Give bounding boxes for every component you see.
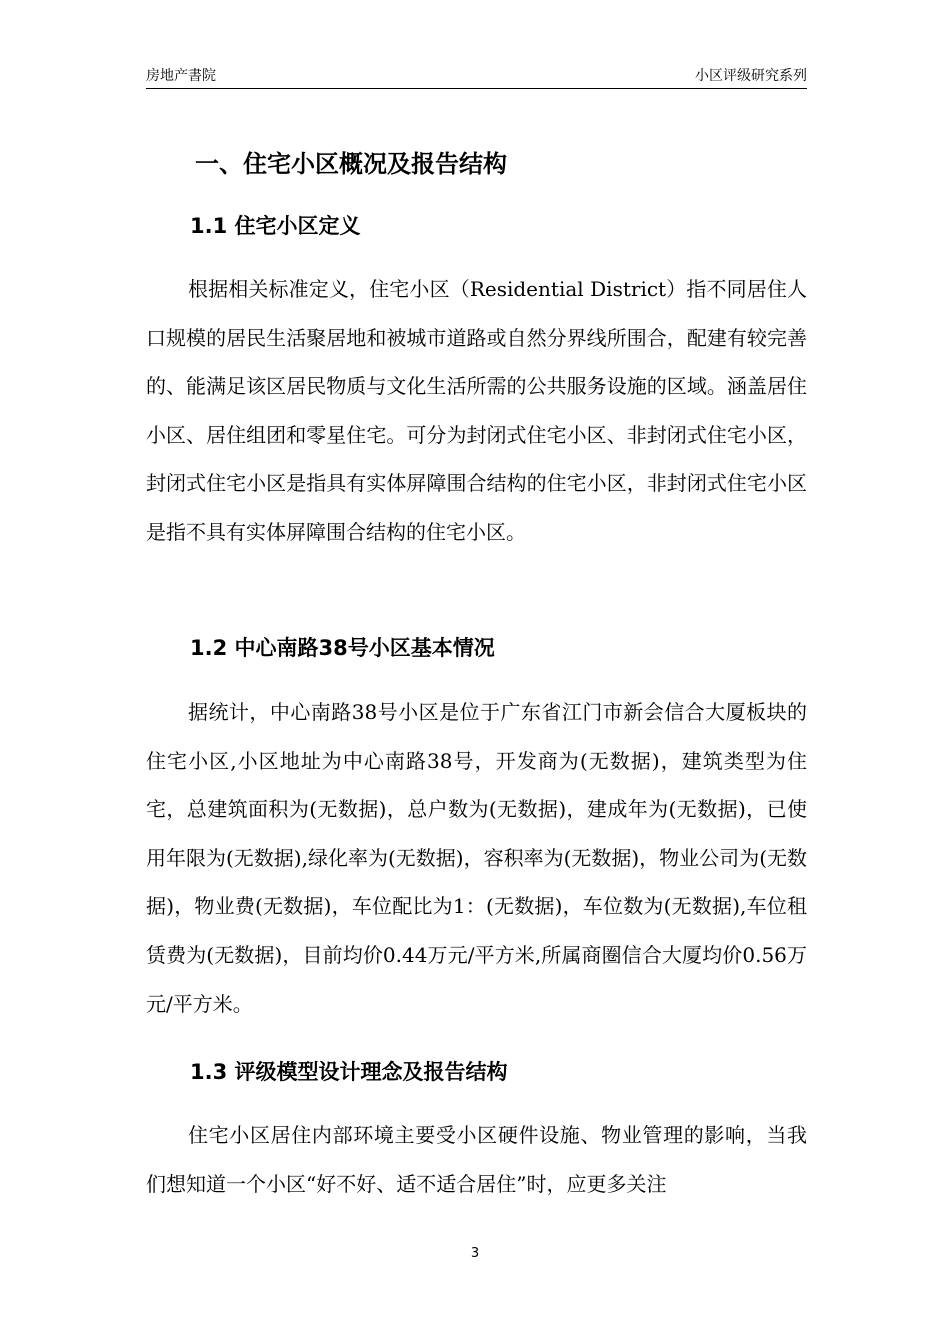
subsection-heading-1-3: 1.3 评级模型设计理念及报告结构	[190, 1060, 508, 1084]
paragraph-basic-info: 据统计，中心南路38号小区是位于广东省江门市新会信合大厦板块的住宅小区,小区地址为中心南路38号，开发商为(无数据)，建筑类型为住宅，总建筑面积为(无数据)，总户数为(无数据)，建成年为(无数据)，已使用年限为(无数据),绿化率为(无数据)，容积率为(无数据)，物业公司为(无数据)，物业费(无数据)，车位配比为1：(无数据)，车位数为(无数据),车位租赁费为(无数据)，目前均价0.44万元/平方米,所属商圈信合大厦均价0.56万元/平方米。	[146, 700, 807, 1016]
paragraph-model-design: 住宅小区居住内部环境主要受小区硬件设施、物业管理的影响，当我们想知道一个小区“好不好、适不适合居住”时，应更多关注	[146, 1123, 807, 1196]
section-title: 一、住宅小区概况及报告结构	[195, 150, 507, 178]
page-number: 3	[470, 1246, 480, 1261]
header-left: 房地产書院	[146, 68, 216, 84]
subsection-heading-1-2: 1.2 中心南路38号小区基本情况	[190, 636, 495, 660]
paragraph-definition: 根据相关标准定义，住宅小区（Residential District）指不同居住人口规模的居民生活聚居地和被城市道路或自然分界线所围合，配建有较完善的、能满足该区居民物质与文化生活所需的公共服务设施的区域。涵盖居住小区、居住组团和零星住宅。可分为封闭式住宅小区、非封闭式住宅小区，封闭式住宅小区是指具有实体屏障围合结构的住宅小区，非封闭式住宅小区是指不具有实体屏障围合结构的住宅小区。	[146, 277, 807, 544]
header-right: 小区评级研究系列	[695, 68, 807, 84]
subsection-heading-1-1: 1.1 住宅小区定义	[190, 214, 361, 238]
page-header	[146, 64, 807, 89]
